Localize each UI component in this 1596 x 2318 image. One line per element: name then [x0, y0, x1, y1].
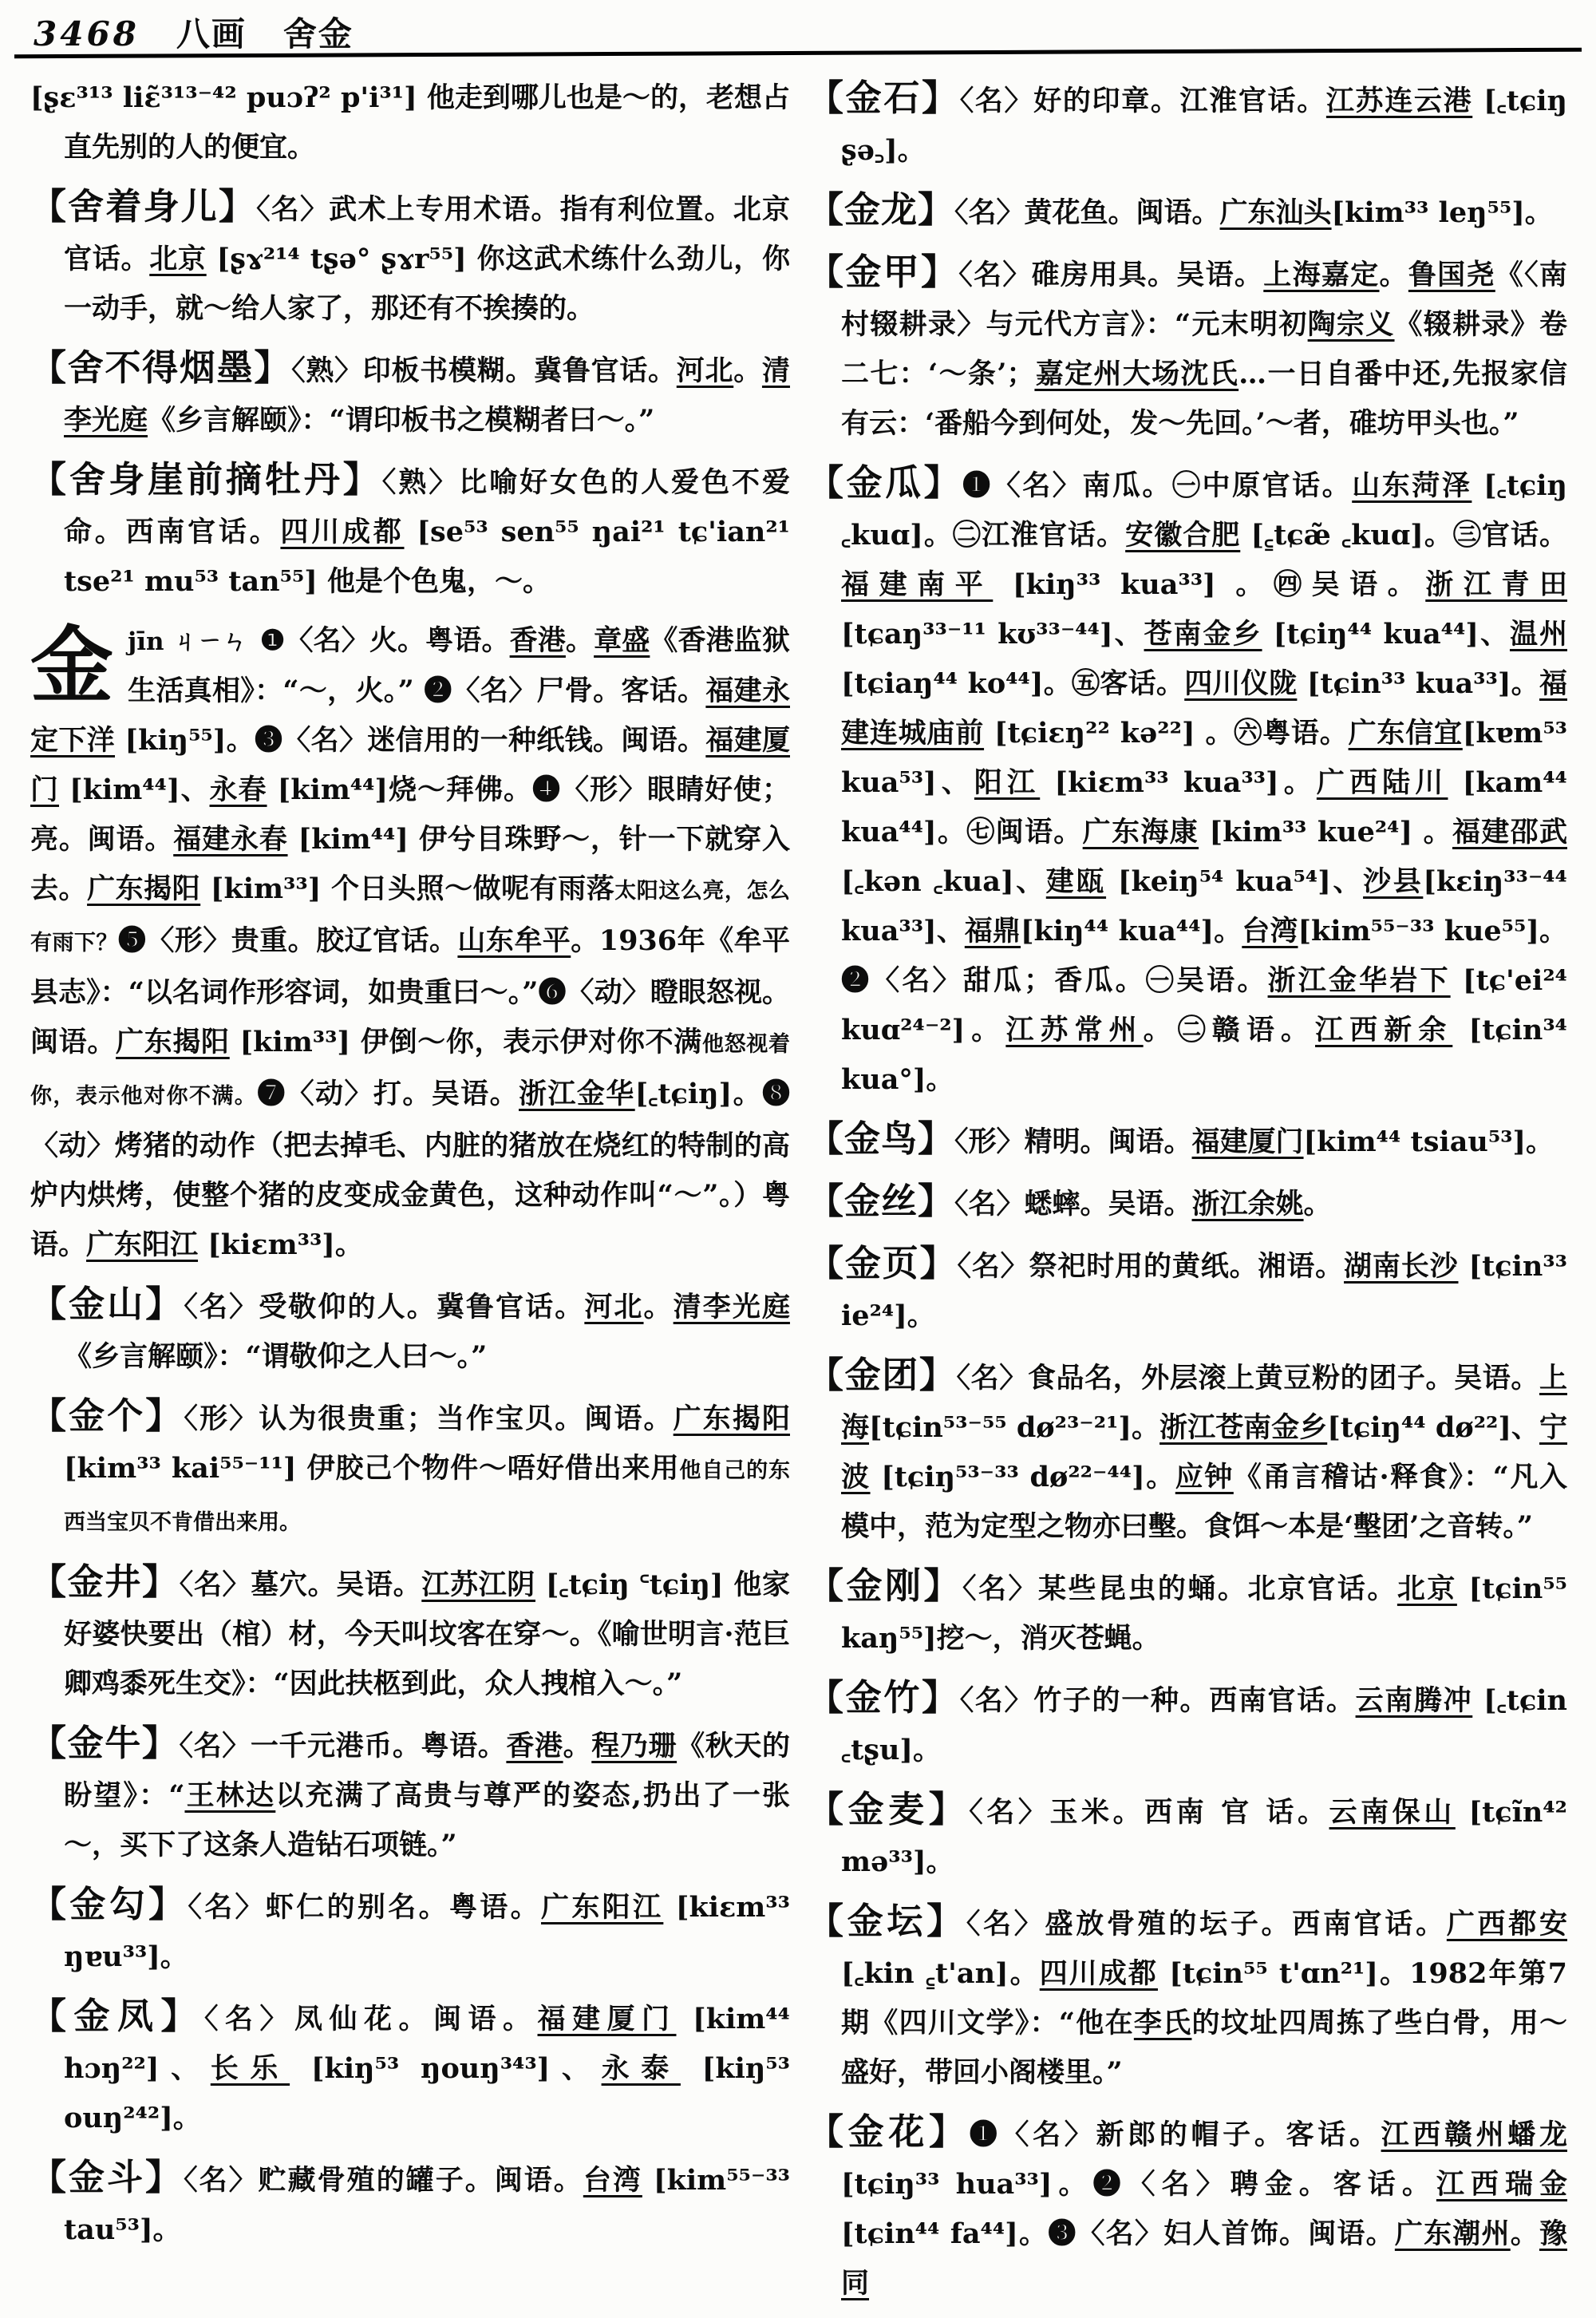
proper-noun: 江苏常州	[1005, 1014, 1144, 1046]
body-text: [꜀tɕiŋ ꜀kuɑ]。㊁江淮官话。	[841, 469, 1567, 552]
body-text: [kiɛm³³ kua³³]。	[1040, 766, 1317, 799]
dict-entry	[30, 1719, 790, 1870]
proper-noun: 广东海康	[1082, 816, 1199, 848]
dict-entry	[808, 1561, 1567, 1663]
proper-noun: 陶宗义	[1307, 308, 1395, 341]
body-text: 〈名〉碓房用具。吴语。	[958, 259, 1264, 291]
body-text: 〈形〉认为很贵重；当作宝贝。闽语。	[184, 1402, 674, 1435]
body-text: 。	[1303, 1188, 1332, 1220]
proper-noun: 广东潮州	[1394, 2217, 1511, 2250]
proper-noun: 浙江苍南金乡	[1159, 1411, 1328, 1444]
body-text: [tɕiŋ⁴⁴ kua⁴⁴]、	[1262, 618, 1510, 651]
body-text: 〈名〉墓穴。吴语。	[179, 1568, 422, 1601]
headword: 【金坛】	[808, 1900, 966, 1942]
dict-entry	[30, 343, 790, 445]
proper-noun: 长乐	[210, 2052, 290, 2085]
body-text: [꜀tɕiŋ ꜂tɕiŋ] 他家好婆快要出（棺）材，今天叫坟客在穿～。《喻世明言·范巨卿鸡黍死生交》：“因此扶柩到此，众人拽棺入～。”	[64, 1568, 790, 1700]
right-column	[808, 73, 1567, 2318]
body-text: ❼〈动〉打。吴语。	[257, 1078, 519, 1110]
proper-noun: 应钟	[1175, 1461, 1234, 1493]
body-text: 。	[1510, 2217, 1539, 2250]
body-text: [tɕin⁵⁵ kaŋ⁵⁵]挖～，消灭苍蝇。	[841, 1572, 1567, 1655]
proper-noun: 福建永定下洋	[30, 674, 790, 757]
body-text: [kiŋ⁵⁵]。❸〈名〉迷信用的一种纸钱。闽语。	[115, 724, 706, 757]
dict-entry	[808, 1114, 1567, 1167]
headword-character: 金	[30, 616, 114, 714]
headword: 【舍不得烟墨】	[30, 346, 292, 389]
gloss-small-text: 他自己的东西当宝贝不肯借出来用。	[64, 1458, 791, 1535]
body-text: [tɕ'ei²⁴ kuɑ²⁴⁻²]。	[841, 964, 1567, 1046]
proper-noun: 浙江青田	[1425, 568, 1567, 601]
proper-noun: 台湾	[1242, 915, 1298, 947]
body-text: [꜀tɕiŋ ʂə꜆]。	[841, 85, 1567, 167]
body-text: …一日自番中还,先报家信有云：‘番船今到何处，发～先回。’～者，碓坊甲头也。”	[841, 358, 1568, 440]
body-text: [kim⁴⁴]烧～拜佛。❹〈形〉眼睛好使；亮。闽语。	[30, 773, 790, 856]
dict-entry	[808, 73, 1567, 176]
body-text: [꜀tɕiŋ]。❽〈动〉烤猪的动作（把去掉毛、内脏的猪放在烧红的特制的高炉内烘烤，使整个猪的皮变成金黄色，这种动作叫“～”。）粤语。	[30, 1078, 790, 1261]
body-text: 〈名〉竹子的一种。西南官话。	[959, 1684, 1356, 1717]
body-text: [kiŋ⁴⁴ kua⁴⁴]。	[1021, 915, 1242, 947]
dict-entry	[30, 2153, 790, 2255]
body-text: [tɕin⁴⁴ fa⁴⁴]。❸〈名〉妇人首饰。闽语。	[841, 2217, 1395, 2250]
body-text: [kim⁴⁴ hɔŋ²²]、	[64, 2003, 790, 2085]
proper-noun: 河北	[676, 354, 734, 387]
proper-noun: 广西都安	[1446, 1908, 1567, 1940]
proper-noun: 浙江金华	[519, 1078, 635, 1110]
proper-noun: 河北	[584, 1291, 644, 1323]
proper-noun: 嘉定州大场沈氏	[1034, 358, 1239, 390]
dict-entry	[30, 455, 790, 607]
dict-entry	[30, 1880, 790, 1982]
proper-noun: 山东牟平	[457, 924, 571, 957]
dict-entry	[808, 1897, 1567, 2098]
body-text: [kɛiŋ³³⁻⁴⁴ kua³³]、	[841, 865, 1567, 947]
proper-noun: 江苏江阴	[421, 1568, 535, 1601]
headword: 【金山】	[30, 1283, 184, 1325]
headword: 【金牛】	[30, 1722, 180, 1764]
pronunciation: jīn ㄐㄧㄣ	[128, 627, 247, 656]
body-text: [tɕiŋ⁴⁴ dø²²]、	[1327, 1411, 1539, 1444]
body-text: [꜀kən ꜀kua]、	[841, 865, 1046, 898]
proper-noun: 广东阳江	[540, 1891, 664, 1924]
body-text: [kiŋ³³ kua³³] 。㊃吴语。	[993, 568, 1426, 601]
body-text: 的坟址四周拣了些白骨，用～盛好，带回小阁楼里。”	[841, 2007, 1567, 2089]
dict-entry	[30, 1391, 790, 1548]
body-text: ❶〈名〉南瓜。㊀中原官话。	[962, 469, 1353, 502]
proper-noun: 江西新余	[1315, 1014, 1453, 1046]
body-text: 〈熟〉印板书模糊。冀鲁官话。	[291, 354, 677, 387]
body-text: 〈熟〉比喻好女色的人爱色不爱命。西南官话。	[64, 466, 790, 548]
headword: 【金页】	[808, 1242, 958, 1284]
proper-noun: 广东信宜	[1348, 717, 1463, 750]
body-text: ❶〈名〉火。粤语。	[259, 624, 510, 657]
proper-noun: 清李光庭	[673, 1291, 790, 1323]
body-text: [tɕiŋ³³ hua³³]。❷〈名〉聘金。客话。	[841, 2168, 1436, 2201]
proper-noun: 浙江金华岩下	[1267, 964, 1451, 997]
body-text: [tɕin³⁴ kua°]。	[841, 1014, 1567, 1096]
body-text: [kɐm⁵³ kua⁵³]、	[841, 717, 1567, 799]
body-text: [꜀kin ꜁t'an]。	[841, 1957, 1040, 1990]
headword: 【金勾】	[30, 1883, 188, 1925]
headword: 【金丝】	[808, 1180, 955, 1222]
proper-noun: 台湾	[583, 2164, 642, 2197]
headword: 【金刚】	[808, 1564, 962, 1607]
body-text: 。	[563, 1730, 592, 1762]
headword-range-label: 舍金	[282, 14, 354, 53]
body-text: 〈名〉虾仁的别名。粤语。	[188, 1891, 541, 1924]
body-text: [tɕin⁵³⁻⁵⁵ dø²³⁻²¹]。	[869, 1411, 1160, 1444]
proper-noun: 江西赣州蟠龙	[1381, 2118, 1567, 2151]
proper-noun: 宁波	[841, 1411, 1567, 1493]
proper-noun: 李氏	[1133, 2007, 1192, 2039]
body-text: 。	[643, 1291, 674, 1323]
proper-noun: 清李光庭	[64, 354, 790, 437]
dict-entry	[30, 1280, 790, 1382]
dict-entry	[808, 1785, 1567, 1887]
body-text: [kim³³ kai⁵⁵⁻¹¹] 伊胶己个物件～唔好借出来用	[64, 1452, 680, 1485]
stroke-section-label: 八画	[176, 14, 247, 53]
proper-noun: 永春	[209, 773, 267, 806]
body-text: 《乡言解颐》：“谓印板书之模糊者曰～。”	[148, 404, 655, 437]
proper-noun: 湖南长沙	[1344, 1250, 1459, 1283]
headword: 【金凤】	[30, 1995, 204, 2037]
body-text: 〈形〉精明。闽语。	[954, 1125, 1192, 1158]
body-text: 〈名〉蟋蟀。吴语。	[954, 1188, 1192, 1220]
page-header	[34, 8, 354, 56]
dict-entry	[30, 616, 790, 1270]
body-text: 《辍耕录》卷二七：‘～条’；	[841, 308, 1567, 390]
body-text: ❺〈形〉贵重。胶辽官话。	[117, 924, 458, 957]
dict-entry	[30, 1557, 790, 1709]
body-text: [kim³³ leŋ⁵⁵]。	[1331, 196, 1553, 229]
page-number: 3468	[34, 14, 140, 53]
proper-noun: 沙县	[1363, 865, 1424, 898]
body-text: 。	[1379, 259, 1408, 291]
proper-noun: 温州	[1509, 618, 1567, 651]
headword: 【金瓜】	[808, 461, 963, 504]
proper-noun: 广东揭阳	[87, 872, 201, 905]
body-text: [kim⁴⁴] 伊兮目珠野～，针一下就穿入去。	[30, 823, 790, 905]
proper-noun: 永泰	[601, 2052, 681, 2085]
body-text: 〈名〉贮藏骨殖的罐子。闽语。	[184, 2164, 583, 2197]
body-text: [tɕin⁵⁵ t'ɑn²¹]。1982年第7期《四川文学》：“他在	[841, 1957, 1567, 2039]
headword: 【金团】	[808, 1354, 957, 1396]
proper-noun: 福建厦门	[30, 724, 790, 806]
proper-noun: 广西陆川	[1316, 766, 1448, 799]
body-text: [kim⁵⁵⁻³³ kue⁵⁵]。❷〈名〉甜瓜；香瓜。㊀吴语。	[841, 915, 1567, 997]
proper-noun: 王林达	[184, 1779, 276, 1812]
headword: 【金石】	[808, 77, 960, 119]
proper-noun: 云南腾冲	[1355, 1684, 1473, 1717]
proper-noun: 广东揭阳	[116, 1026, 230, 1058]
body-text: [tɕaŋ³³⁻¹¹ kʊ³³⁻⁴⁴]、	[841, 618, 1144, 651]
body-text: [kim⁴⁴]、	[59, 773, 210, 806]
proper-noun: 香港	[506, 1730, 563, 1762]
proper-noun: 四川成都	[1039, 1957, 1158, 1990]
dict-entry	[30, 73, 790, 172]
proper-noun: 苍南金乡	[1144, 618, 1262, 651]
proper-noun: 豫同	[841, 2217, 1567, 2300]
proper-noun: 程乃珊	[591, 1730, 678, 1762]
proper-noun: 福建南平	[841, 568, 994, 601]
proper-noun: 山东菏泽	[1352, 469, 1472, 502]
proper-noun: 建瓯	[1045, 865, 1107, 898]
body-text: 〈名〉武术上专用术语。指有利位置。北京官话。	[64, 193, 790, 275]
proper-noun: 香港	[509, 624, 566, 657]
body-text: 《甬言稽诂·释食》：“凡入模中，范为定型之物亦曰墼。食饵～本是‘墼团’之音转。”	[841, 1461, 1567, 1543]
body-text: [kiŋ⁵³ ouŋ²⁴²]。	[64, 2052, 790, 2134]
headword: 【金鸟】	[808, 1117, 955, 1160]
proper-noun: 四川成都	[280, 516, 405, 548]
body-text: [꜀tɕin ꜀tʂu]。	[841, 1684, 1567, 1766]
body-text: 〈名〉某些昆虫的蛹。北京官话。	[962, 1572, 1397, 1605]
body-text: [tɕiaŋ⁴⁴ ko⁴⁴]。㊄客话。	[841, 667, 1185, 700]
body-text: 以充满了高贵与尊严的姿态,扔出了一张～，买下了这条人造钻石项链。”	[64, 1779, 790, 1861]
body-text: [tɕiɛŋ²² kə²²] 。㊅粤语。	[984, 717, 1349, 750]
proper-noun: 阳江	[974, 766, 1041, 799]
body-text: 。㊁赣语。	[1143, 1014, 1315, 1046]
proper-noun: 上海	[841, 1362, 1567, 1444]
body-text: 〈名〉食品名，外层滚上黄豆粉的团子。吴语。	[956, 1362, 1539, 1394]
body-text: [kim⁴⁴ tsiau⁵³]。	[1303, 1125, 1555, 1158]
dict-entry	[808, 2107, 1567, 2308]
body-text: 〈名〉玉米。西南 官 话。	[969, 1796, 1329, 1829]
body-text: [kim³³] 个日头照～做呢有雨落	[200, 872, 615, 905]
body-text: 。	[565, 624, 595, 657]
body-text: [꜁tɕæ̃ ꜀kuɑ]。㊂官话。	[1240, 519, 1567, 552]
proper-noun: 福建连城庙前	[841, 667, 1567, 750]
body-text: [kim⁵⁵⁻³³ tau⁵³]。	[64, 2164, 790, 2246]
dict-entry	[808, 1177, 1567, 1229]
body-text: [tɕĩn⁴² mə³³]。	[841, 1796, 1568, 1878]
body-text: [ʂɛ³¹³ liɛ̃³¹³⁻⁴² puɔʔ² p'i³¹] 他走到哪儿也是～的，老想占直先别的人的便宜。	[30, 81, 790, 164]
proper-noun: 云南保山	[1329, 1796, 1456, 1829]
headword: 【金麦】	[808, 1788, 970, 1830]
left-column	[30, 73, 790, 2265]
body-text: 〈名〉凤仙花。闽语。	[204, 2003, 538, 2035]
body-text: 〈名〉受敬仰的人。冀鲁官话。	[184, 1291, 585, 1323]
proper-noun: 江苏连云港	[1325, 85, 1473, 117]
headword: 【金斗】	[30, 2156, 184, 2198]
body-text: [keiŋ⁵⁴ kua⁵⁴]、	[1106, 865, 1364, 898]
headword: 【舍身崖前摘牡丹】	[30, 458, 382, 500]
proper-noun: 鲁国尧	[1408, 259, 1495, 291]
proper-noun: 福建永春	[173, 823, 288, 856]
body-text: 《乡言解颐》：“谓敬仰之人曰～。”	[64, 1340, 488, 1373]
headword: 【金井】	[30, 1560, 180, 1603]
proper-noun: 四川仪陇	[1184, 667, 1298, 700]
body-text: [kiɛm³³]。	[198, 1228, 363, 1261]
dict-entry	[808, 458, 1567, 1105]
proper-noun: 章盛	[594, 624, 650, 657]
headword: 【金花】	[808, 2110, 970, 2153]
gloss-small-text: 太阳这么亮，怎么有雨下？	[30, 879, 790, 955]
dict-entry	[808, 1239, 1567, 1341]
dict-entry	[30, 1992, 790, 2143]
dict-entry	[808, 1673, 1567, 1775]
gloss-small-text: 他怒视着你，表示他对你不满。	[30, 1032, 790, 1109]
body-text: [kim³³ kue²⁴] 。	[1199, 816, 1452, 848]
headword: 【金个】	[30, 1394, 184, 1437]
body-text: [ʂɤ²¹⁴ tʂə° ʂɤr⁵⁵] 你这武术练什么劲儿，你一动手，就～给人家了，那还有不挨揍的。	[64, 243, 790, 325]
proper-noun: 福鼎	[964, 915, 1021, 947]
body-text: 〈名〉祭祀时用的黄纸。湘语。	[957, 1250, 1345, 1283]
proper-noun: 北京	[1396, 1572, 1457, 1605]
dict-entry	[808, 247, 1567, 449]
body-text: 〈名〉一千元港币。粤语。	[179, 1730, 507, 1762]
headword: 【金甲】	[808, 251, 959, 293]
body-text: [se⁵³ sen⁵⁵ ŋai²¹ tɕ'ian²¹ tse²¹ mu⁵³ tan⁵⁵] 他是个色鬼，～。	[64, 516, 790, 598]
body-text: 《香港监狱生活真相》：“～，火。” ❷〈名〉尸骨。客话。	[128, 624, 790, 707]
body-text: 〈名〉盛放骨殖的坛子。西南官话。	[966, 1908, 1447, 1940]
proper-noun: 福建邵武	[1452, 816, 1567, 848]
proper-noun: 江西瑞金	[1436, 2168, 1567, 2201]
proper-noun: 福建厦门	[537, 2003, 677, 2035]
proper-noun: 广东阳江	[86, 1228, 199, 1261]
dict-entry	[808, 185, 1567, 238]
proper-noun: 安徽合肥	[1125, 519, 1241, 552]
body-text: [kam⁴⁴ kua⁴⁴]。㊆闽语。	[841, 766, 1567, 848]
body-text: [kim³³] 伊倒～你，表示伊对你不满	[229, 1026, 702, 1058]
body-text: [tɕiŋ⁵³⁻³³ dø²²⁻⁴⁴]。	[870, 1461, 1175, 1493]
headword: 【金龙】	[808, 188, 955, 231]
body-text: 《〈南村辍耕录〉与元代方言》：“元末明初	[841, 259, 1567, 341]
body-text: ❶〈名〉新郎的帽子。客话。	[969, 2118, 1381, 2151]
proper-noun: 广东揭阳	[673, 1402, 790, 1435]
proper-noun: 广东汕头	[1219, 196, 1332, 229]
proper-noun: 福建厦门	[1191, 1125, 1304, 1158]
body-text: 〈名〉好的印章。江淮官话。	[959, 85, 1326, 117]
dict-entry	[30, 182, 790, 334]
body-text: 。1936年《牟平县志》：“以名词作形容词，如贵重曰～。”❻〈动〉瞪眼怒视。闽语。	[30, 924, 790, 1058]
proper-noun: 北京	[149, 243, 207, 275]
body-text: [kiɛm³³ ŋɐu³³]。	[64, 1891, 790, 1973]
body-text: 〈名〉黄花鱼。闽语。	[954, 196, 1220, 229]
headword: 【舍着身儿】	[30, 185, 257, 227]
body-text: [tɕin³³ ie²⁴]。	[841, 1250, 1567, 1332]
headword: 【金竹】	[808, 1676, 960, 1719]
body-text: [tɕin³³ kua³³]。	[1297, 667, 1539, 700]
proper-noun: 浙江余姚	[1191, 1188, 1304, 1220]
body-text: 《秋天的盼望》：“	[64, 1730, 790, 1812]
proper-noun: 上海嘉定	[1263, 259, 1380, 291]
body-text: [kiŋ⁵³ ŋouŋ³⁴³]、	[290, 2052, 602, 2085]
dict-entry	[808, 1351, 1567, 1552]
body-text: 。	[733, 354, 762, 387]
